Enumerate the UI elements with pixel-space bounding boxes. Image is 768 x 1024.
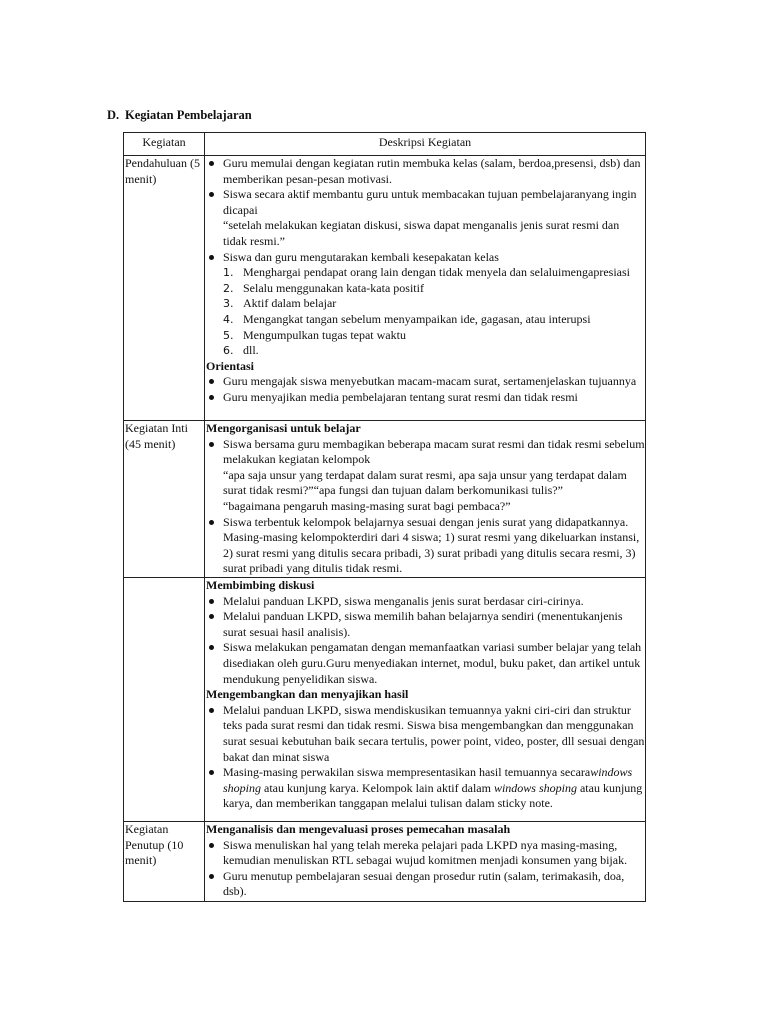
table-row-inti-lanjutan [124,578,646,822]
item-number: 3. [223,297,234,311]
list-item-text: Siswa bersama guru membagikan beberapa macam surat resmi dan tidak resmi sebelum melakukan kegiatan kelompok [223,436,645,467]
list-item [206,765,645,812]
list-item [223,296,645,312]
table-row-pendahuluan [124,156,646,421]
bullet-list [206,594,645,688]
list-item: Guru menyajikan media pembelajaran tentang surat resmi dan tidak resmi [206,390,645,406]
subheading-menganalisis: Menganalisis dan mengevaluasi proses pemecahan masalah [206,822,511,836]
quote-text: “setelah melakukan kegiatan diskusi, siswa dapat menganalis jenis surat resmi dan tidak resmi.” [223,218,620,248]
subheading-mengembangkan: Mengembangkan dan menyajikan hasil [206,687,409,702]
item-number: 1. [223,266,234,280]
item-number: 4. [223,312,234,326]
bullet-list [206,156,645,265]
kegiatan-table [123,132,646,902]
row-desc-inti [205,421,646,578]
list-item: Guru mengajak siswa menyebutkan macam-macam surat, sertamenjelaskan tujuannya [206,374,645,390]
item-text: Aktif dalam belajar [243,296,337,311]
quote-text: “apa saja unsur yang terdapat dalam surat resmi, apa saja unsur yang terdapat dalam surat tidak resmi?”“apa fungsi dan tujuan dalam berkomunikasi tulis?” [223,467,627,498]
subheading-orientasi: Orientasi [206,358,254,373]
item-text: Mengumpulkan tugas tepat waktu [243,327,406,342]
item-number: 5. [223,328,234,342]
list-item [223,281,645,297]
bullet-list [206,703,645,812]
list-item [206,187,645,249]
list-item [223,265,645,281]
bullet-list [206,374,645,405]
section-heading [107,108,252,123]
list-item [223,343,645,359]
list-item: Melalui panduan LKPD, siswa memilih bahan belajarnya sendiri (menentukanjenis surat sesuai hasil analisis). [206,609,645,640]
italic-term: windows shoping [223,765,633,795]
header-deskripsi: Deskripsi Kegiatan [205,133,646,156]
item-text: Menghargai pendapat orang lain dengan tidak menyela dan selaluimengapresiasi [243,265,630,280]
bullet-list [206,437,645,577]
quote-text: “bagaimana pengaruh masing-masing surat bagi pembaca?” [223,498,511,513]
list-item: Melalui panduan LKPD, siswa menganalis jenis surat berdasar ciri-cirinya. [206,594,645,610]
list-item [223,312,645,328]
section-letter: D. [107,108,120,122]
row-desc-pendahuluan [205,156,646,421]
row-label-inti: Kegiatan Inti (45 menit) [124,421,205,578]
list-item: Siswa dan guru mengutarakan kembali kesepakatan kelas [206,250,645,266]
table-row-penutup [124,822,646,902]
italic-term: windows shoping [493,780,577,795]
bullet-list [206,838,645,900]
text-run: Masing-masing perwakilan siswa mempresentasikan hasil temuannya secara [223,765,591,780]
subheading-mengorganisasi: Mengorganisasi untuk belajar [206,421,361,435]
list-item [223,328,645,344]
text-run: atau kunjung karya. Kelompok lain aktif dalam [261,780,494,795]
row-label-empty [124,578,205,822]
section-title: Kegiatan Pembelajaran [125,108,252,122]
list-item: Melalui panduan LKPD, siswa mendiskusikan temuannya yakni ciri-ciri dan struktur teks pada surat resmi dan tidak resmi. Siswa bisa mengembangkan dan menggunakan surat sesuai kebutuhan baik secara tertulis, power point, video, poster, dll sesuai dengan bakat dan minat siswa [206,703,645,765]
text-run: atau kunjung karya, dan memberikan tanggapan melalui tulisan dalam sticky note. [223,780,643,811]
list-item: Siswa melakukan pengamatan dengan memanfaatkan variasi sumber belajar yang telah disediakan oleh guru.Guru menyediakan internet, modul, buku paket, dan artikel untuk mendukung penyelidikan siswa. [206,640,645,687]
row-label-pendahuluan: Pendahuluan (5 menit) [124,156,205,421]
list-item-text: Siswa secara aktif membantu guru untuk membacakan tujuan pembelajaranyang ingin dicapai [223,187,637,217]
list-item: Siswa menuliskan hal yang telah mereka pelajari pada LKPD nya masing-masing, kemudian menuliskan RTL sebagai wujud komitmen menjadi konsumen yang bijak. [206,838,645,869]
row-desc-inti-lanjutan [205,578,646,822]
table-row-inti [124,421,646,578]
list-item: Guru menutup pembelajaran sesuai dengan prosedur rutin (salam, terimakasih, doa, dsb). [206,869,645,900]
item-text: dll. [243,343,259,358]
list-item [206,437,645,515]
row-desc-penutup [205,822,646,902]
table-header-row [124,133,646,156]
item-number: 2. [223,281,234,295]
kesepakatan-list [206,265,645,359]
list-item: Siswa terbentuk kelompok belajarnya sesuai dengan jenis surat yang didapatkannya. Masing-masing kelompokterdiri dari 4 siswa; 1) surat resmi yang dikeluarkan instansi, 2) surat resmi yang ditulis secara pribadi, 3) surat pribadi yang ditulis secara resmi, 3) surat pribadi yang ditulis tidak resmi. [206,515,645,577]
subheading-membimbing: Membimbing diskusi [206,578,315,592]
row-label-penutup: Kegiatan Penutup (10 menit) [124,822,205,902]
list-item: Guru memulai dengan kegiatan rutin membuka kelas (salam, berdoa,presensi, dsb) dan memberikan pesan-pesan motivasi. [206,156,645,187]
header-kegiatan: Kegiatan [124,133,205,156]
item-number: 6. [223,344,234,358]
item-text: Selalu menggunakan kata-kata positif [243,280,424,295]
item-text: Mengangkat tangan sebelum menyampaikan ide, gagasan, atau interupsi [243,311,591,326]
